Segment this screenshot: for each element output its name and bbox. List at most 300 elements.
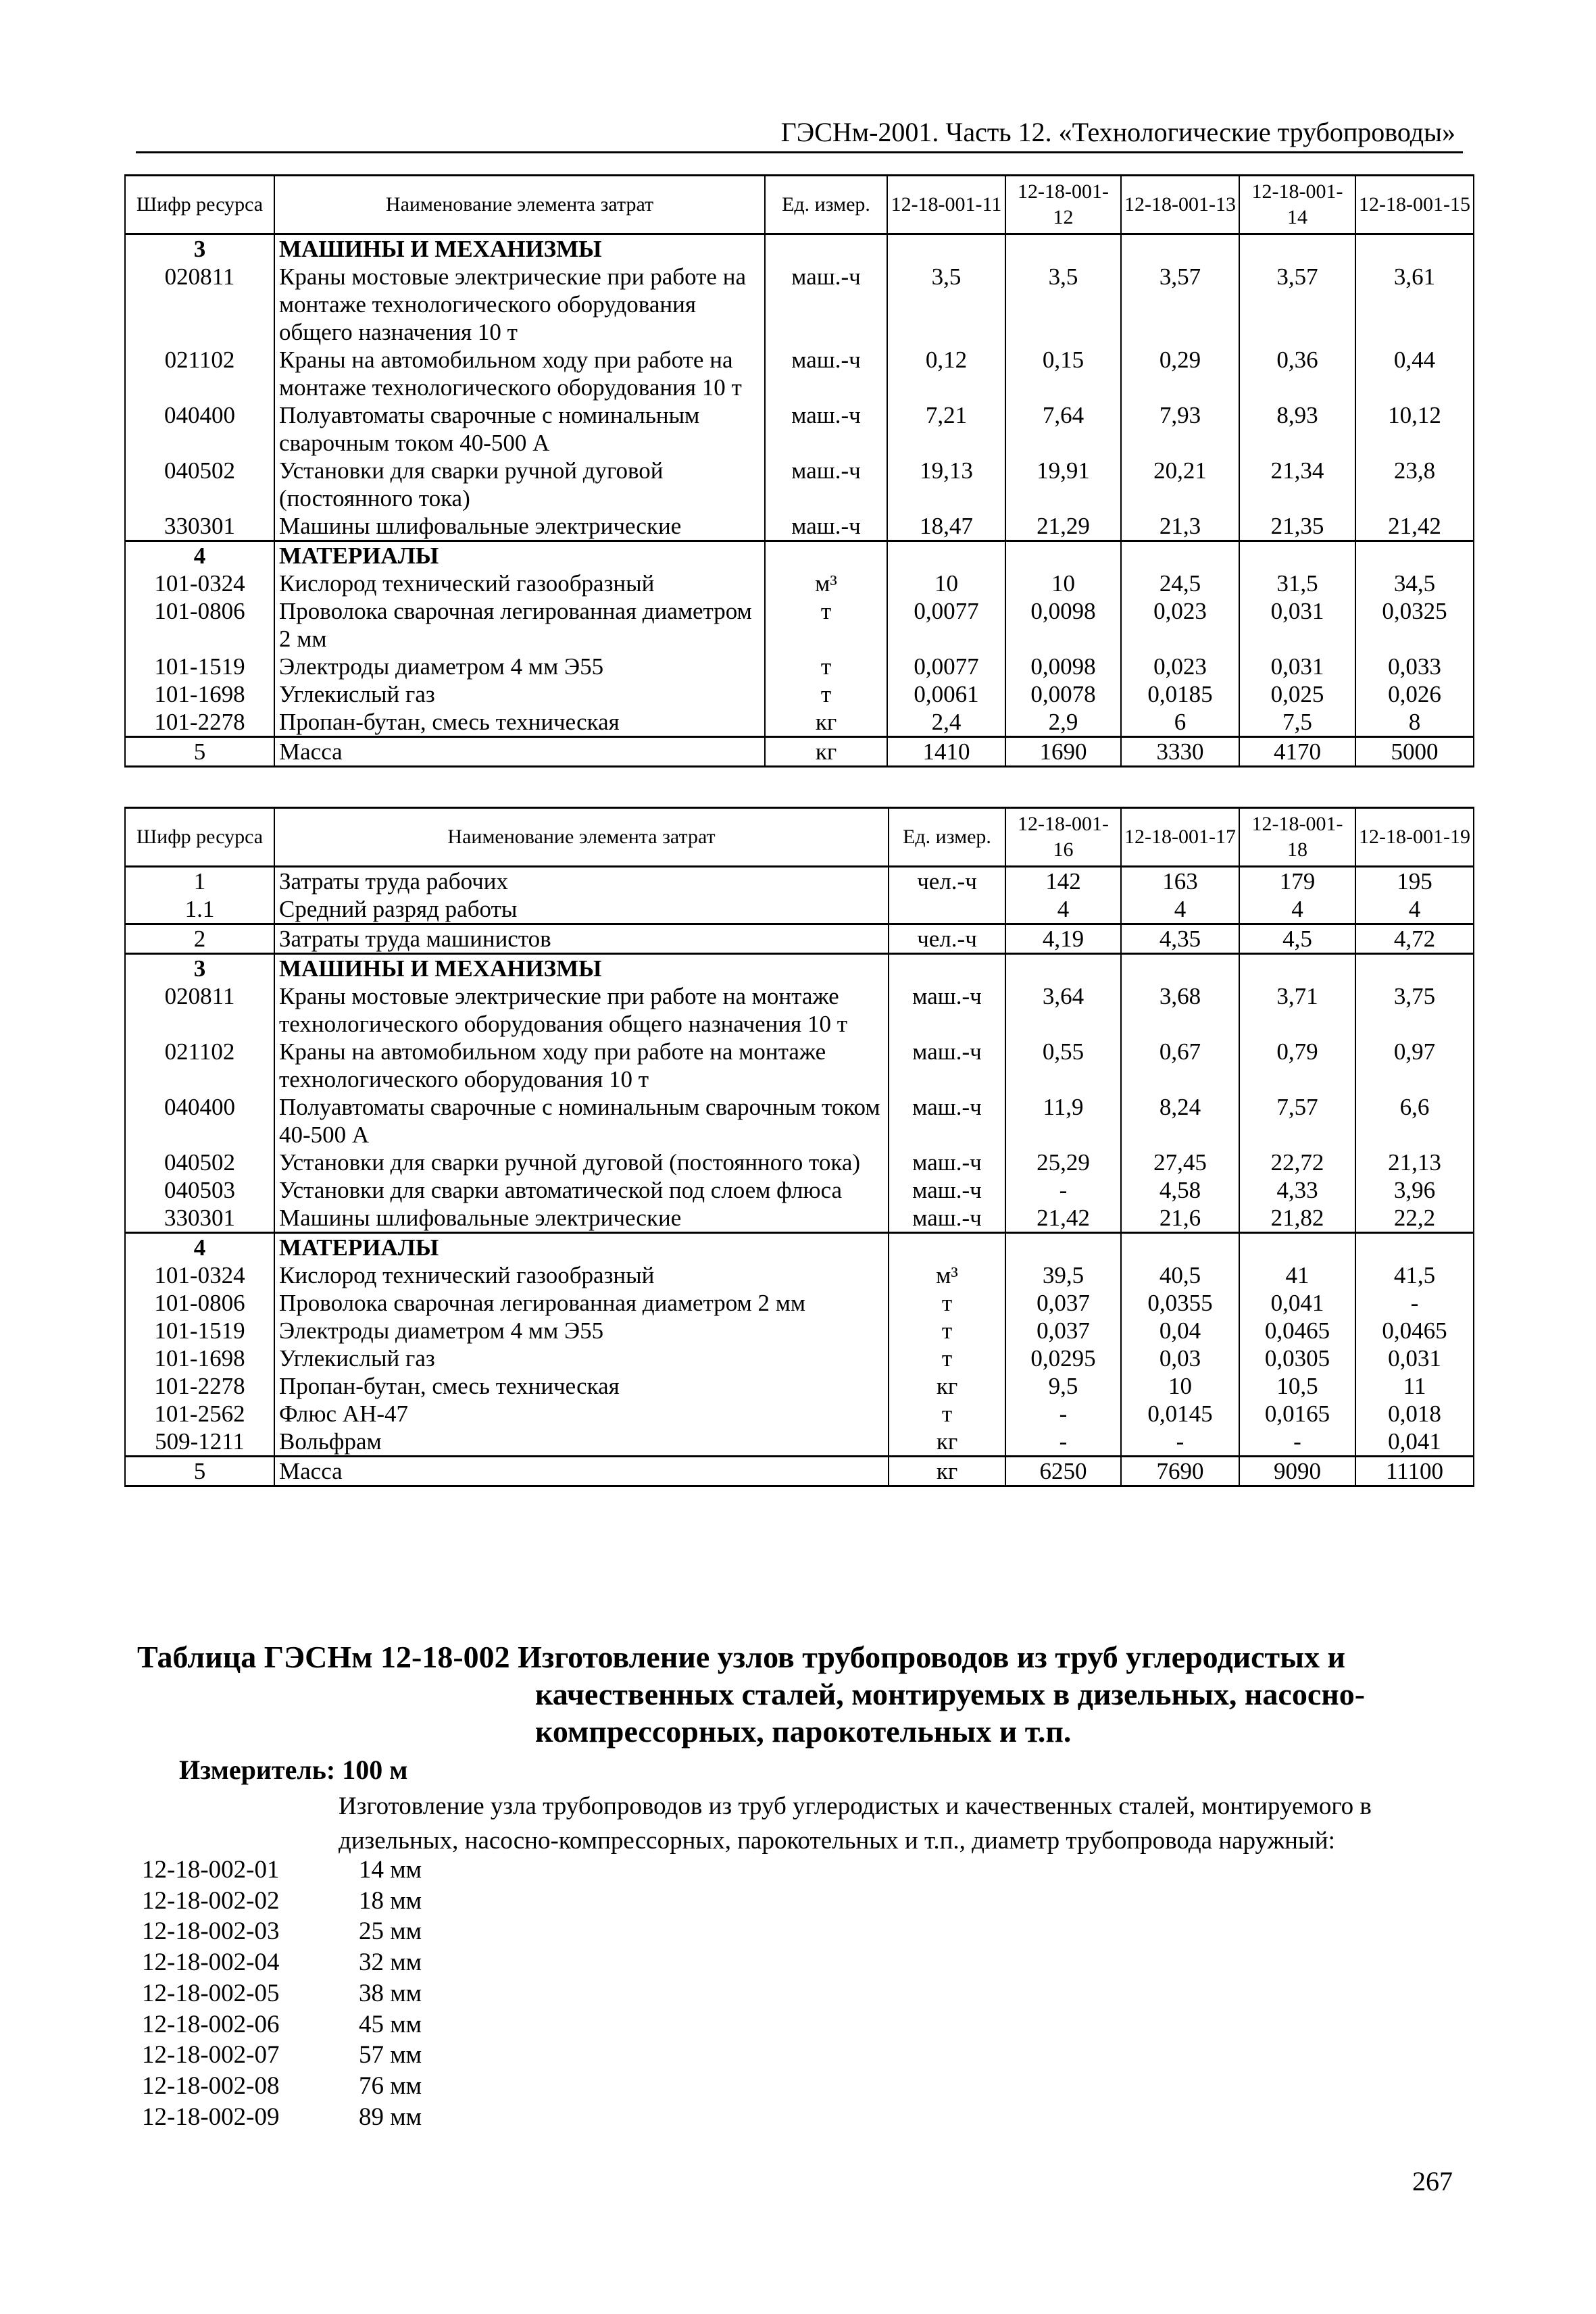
- table-row: [125, 570, 1474, 597]
- resource-code: 040502: [125, 1149, 274, 1176]
- norm-value: 3,61: [1355, 263, 1474, 346]
- norm-value: 10: [1005, 570, 1121, 597]
- unit: маш.-ч: [889, 982, 1005, 1038]
- table-row: [125, 1176, 1474, 1204]
- table-row: [125, 1038, 1474, 1093]
- norm-value: 0,29: [1121, 346, 1239, 401]
- norm-value: 0,0098: [1005, 597, 1121, 653]
- norm-value: 0,04: [1121, 1317, 1239, 1344]
- norm-value: 0,67: [1121, 1038, 1239, 1093]
- norm-value: 11: [1355, 1372, 1474, 1400]
- norm-value: 2,9: [1005, 708, 1121, 737]
- norm-value: 0,12: [887, 346, 1005, 401]
- norm-value: 24,5: [1121, 570, 1239, 597]
- norm-value: 0,0295: [1005, 1344, 1121, 1372]
- norm-value: 3330: [1121, 737, 1239, 767]
- norm-value: 0,97: [1355, 1038, 1474, 1093]
- resource-code: 040503: [125, 1176, 274, 1204]
- norm-value: 4: [1005, 895, 1121, 924]
- column-header: Ед. измер.: [765, 176, 887, 234]
- norm-value: [1355, 541, 1474, 570]
- norm-item: [142, 1916, 422, 1947]
- cost-element-name: Кислород технический газообразный: [274, 1261, 889, 1289]
- table-row: [125, 1457, 1474, 1486]
- norm-code: 12-18-002-04: [142, 1948, 280, 1977]
- norm-value: 10: [887, 570, 1005, 597]
- norm-value: 0,037: [1005, 1289, 1121, 1317]
- cost-element-name: Пропан-бутан, смесь техническая: [274, 708, 765, 737]
- norm-value: -: [1121, 1428, 1239, 1457]
- cost-element-name: Электроды диаметром 4 мм Э55: [274, 653, 765, 680]
- norm-value: [1121, 234, 1239, 263]
- norm-value: 22,2: [1355, 1204, 1474, 1233]
- norm-value: 3,71: [1239, 982, 1355, 1038]
- resource-code: 040400: [125, 401, 274, 457]
- norm-value: 41,5: [1355, 1261, 1474, 1289]
- page-number: 267: [1412, 2166, 1453, 2196]
- table-row: [125, 346, 1474, 401]
- column-header: Шифр ресурса: [125, 176, 274, 234]
- norm-value: 21,82: [1239, 1204, 1355, 1233]
- norm-value: 3,64: [1005, 982, 1121, 1038]
- section-header-row: [125, 1233, 1474, 1262]
- resource-code: 020811: [125, 263, 274, 346]
- header-row: [125, 808, 1474, 867]
- norm-items-list: [142, 1855, 422, 2132]
- table-row: [125, 653, 1474, 680]
- table-row: [125, 1428, 1474, 1457]
- section-header-row: [125, 541, 1474, 570]
- norm-value: 8: [1355, 708, 1474, 737]
- cost-element-name: Затраты труда машинистов: [274, 924, 889, 954]
- norm-code: 12-18-002-02: [142, 1886, 280, 1915]
- norm-value: 20,21: [1121, 457, 1239, 512]
- norm-value: 1410: [887, 737, 1005, 767]
- resource-code: 101-1698: [125, 680, 274, 708]
- norm-item: [142, 1855, 422, 1886]
- norm-value: 10: [1121, 1372, 1239, 1400]
- unit: чел.-ч: [889, 867, 1005, 896]
- cost-element-name: Полуавтоматы сварочные с номинальным сварочным током 40-500 А: [274, 1093, 889, 1149]
- norm-value: 7,64: [1005, 401, 1121, 457]
- norm-value: 7,5: [1239, 708, 1355, 737]
- norm-value: 0,0185: [1121, 680, 1239, 708]
- cost-element-name: МАШИНЫ И МЕХАНИЗМЫ: [274, 954, 889, 983]
- norm-value: 21,42: [1355, 512, 1474, 541]
- unit: [765, 541, 887, 570]
- norm-diameter: 76 мм: [359, 2071, 422, 2100]
- unit: маш.-ч: [765, 263, 887, 346]
- table-section: [125, 924, 1474, 954]
- norm-code: 12-18-002-07: [142, 2041, 280, 2069]
- norm-value: 4,72: [1355, 924, 1474, 954]
- unit: кг: [889, 1372, 1005, 1400]
- resource-code: 1: [125, 867, 274, 896]
- norm-value: [1005, 954, 1121, 983]
- resource-code: 5: [125, 1457, 274, 1486]
- unit: т: [889, 1344, 1005, 1372]
- unit: [889, 954, 1005, 983]
- norm-value: 0,0098: [1005, 653, 1121, 680]
- cost-element-name: МАШИНЫ И МЕХАНИЗМЫ: [274, 234, 765, 263]
- norm-value: 195: [1355, 867, 1474, 896]
- cost-element-name: МАТЕРИАЛЫ: [274, 541, 765, 570]
- norm-diameter: 89 мм: [359, 2103, 422, 2131]
- cost-element-name: Углекислый газ: [274, 680, 765, 708]
- norm-value: 11100: [1355, 1457, 1474, 1486]
- norm-value: 2,4: [887, 708, 1005, 737]
- norm-value: 40,5: [1121, 1261, 1239, 1289]
- table-row: [125, 737, 1474, 767]
- running-head: ГЭСНм-2001. Часть 12. «Технологические трубопроводы»: [780, 117, 1455, 147]
- table-row: [125, 867, 1474, 896]
- unit: кг: [765, 708, 887, 737]
- resource-code: 101-0324: [125, 1261, 274, 1289]
- norm-value: 19,91: [1005, 457, 1121, 512]
- section-header-row: [125, 954, 1474, 983]
- norm-item: [142, 1947, 422, 1978]
- table-row: [125, 1372, 1474, 1400]
- norm-value: 7,93: [1121, 401, 1239, 457]
- norm-value: 21,42: [1005, 1204, 1121, 1233]
- norm-diameter: 45 мм: [359, 2010, 422, 2038]
- norm-value: 21,6: [1121, 1204, 1239, 1233]
- norm-value: [1121, 954, 1239, 983]
- norm-value: 0,03: [1121, 1344, 1239, 1372]
- norm-value: 5000: [1355, 737, 1474, 767]
- norm-value: [1005, 541, 1121, 570]
- table-section: [125, 954, 1474, 1233]
- cost-element-name: Кислород технический газообразный: [274, 570, 765, 597]
- norm-value: 10,12: [1355, 401, 1474, 457]
- norm-value: 4170: [1239, 737, 1355, 767]
- norm-value: 21,3: [1121, 512, 1239, 541]
- norm-value: [1355, 234, 1474, 263]
- unit: т: [889, 1400, 1005, 1428]
- column-header: 12-18-001-17: [1121, 808, 1239, 867]
- norm-value: -: [1355, 1289, 1474, 1317]
- cost-element-name: Вольфрам: [274, 1428, 889, 1457]
- cost-element-name: Краны мостовые электрические при работе на монтаже технологического оборудования общего назначения 10 т: [274, 263, 765, 346]
- norm-value: 0,0305: [1239, 1344, 1355, 1372]
- norm-item: [142, 1978, 422, 2009]
- norm-value: 142: [1005, 867, 1121, 896]
- norm-value: 18,47: [887, 512, 1005, 541]
- norm-value: 8,24: [1121, 1093, 1239, 1149]
- resource-code: 101-2562: [125, 1400, 274, 1428]
- norm-value: [1005, 234, 1121, 263]
- norm-value: 179: [1239, 867, 1355, 896]
- norm-value: 6: [1121, 708, 1239, 737]
- table-section: [125, 867, 1474, 924]
- unit: чел.-ч: [889, 924, 1005, 954]
- column-header: 12-18-001-11: [887, 176, 1005, 234]
- table-row: [125, 924, 1474, 954]
- section-title: [137, 1638, 1462, 1750]
- norm-value: [887, 234, 1005, 263]
- norm-diameter: 25 мм: [359, 1917, 422, 1946]
- norm-value: 0,031: [1239, 653, 1355, 680]
- table-row: [125, 512, 1474, 541]
- norm-value: 0,0077: [887, 653, 1005, 680]
- norm-value: [1355, 1233, 1474, 1262]
- table-row: [125, 708, 1474, 737]
- norm-value: 6250: [1005, 1457, 1121, 1486]
- column-header: 12-18-001-16: [1005, 808, 1121, 867]
- section-title-line-2: качественных сталей, монтируемых в дизельных, насосно-: [535, 1677, 1366, 1711]
- resource-table-1: [124, 174, 1474, 768]
- column-header: Шифр ресурса: [125, 808, 274, 867]
- norm-description: Изготовление узла трубопроводов из труб углеродистых и качественных сталей, монтируемого в дизельных, насосно-компрессорных, парокотельных и т.п., диаметр трубопровода наружный:: [339, 1792, 1372, 1855]
- norm-value: 39,5: [1005, 1261, 1121, 1289]
- table-row: [125, 263, 1474, 346]
- norm-value: 19,13: [887, 457, 1005, 512]
- resource-code: 020811: [125, 982, 274, 1038]
- norm-value: 3,57: [1239, 263, 1355, 346]
- unit: т: [889, 1317, 1005, 1344]
- norm-value: 21,13: [1355, 1149, 1474, 1176]
- resource-code: 101-0324: [125, 570, 274, 597]
- norm-value: 4,58: [1121, 1176, 1239, 1204]
- meter-label: Измеритель: 100 м: [179, 1755, 408, 1785]
- resource-code: 3: [125, 234, 274, 263]
- cost-element-name: Масса: [274, 1457, 889, 1486]
- unit: т: [765, 597, 887, 653]
- norm-code: 12-18-002-06: [142, 2010, 280, 2038]
- norm-value: 0,026: [1355, 680, 1474, 708]
- norm-value: 0,033: [1355, 653, 1474, 680]
- cost-element-name: Краны мостовые электрические при работе на монтаже технологического оборудования общего назначения 10 т: [274, 982, 889, 1038]
- norm-value: -: [1005, 1428, 1121, 1457]
- table-section: [125, 234, 1474, 541]
- norm-diameter: 57 мм: [359, 2041, 422, 2069]
- resource-code: 3: [125, 954, 274, 983]
- norm-value: 11,9: [1005, 1093, 1121, 1149]
- unit: маш.-ч: [765, 457, 887, 512]
- norm-value: 3,5: [1005, 263, 1121, 346]
- norm-code: 12-18-002-03: [142, 1917, 280, 1946]
- unit: маш.-ч: [889, 1093, 1005, 1149]
- norm-value: 0,79: [1239, 1038, 1355, 1093]
- norm-value: 7690: [1121, 1457, 1239, 1486]
- norm-value: [1239, 1233, 1355, 1262]
- norm-value: 3,68: [1121, 982, 1239, 1038]
- resource-code: 2: [125, 924, 274, 954]
- table-row: [125, 1344, 1474, 1372]
- table-row: [125, 982, 1474, 1038]
- resource-code: 101-1519: [125, 653, 274, 680]
- resource-code: 101-0806: [125, 597, 274, 653]
- norm-value: [1121, 541, 1239, 570]
- column-header: 12-18-001-15: [1355, 176, 1474, 234]
- norm-value: 0,36: [1239, 346, 1355, 401]
- norm-value: 25,29: [1005, 1149, 1121, 1176]
- resource-code: 330301: [125, 1204, 274, 1233]
- norm-value: 0,041: [1239, 1289, 1355, 1317]
- norm-value: 21,34: [1239, 457, 1355, 512]
- column-header: 12-18-001-19: [1355, 808, 1474, 867]
- norm-value: 4: [1121, 895, 1239, 924]
- cost-element-name: Краны на автомобильном ходу при работе на монтаже технологического оборудования 10 т: [274, 1038, 889, 1093]
- norm-value: 6,6: [1355, 1093, 1474, 1149]
- norm-value: 27,45: [1121, 1149, 1239, 1176]
- norm-diameter: 32 мм: [359, 1948, 422, 1977]
- norm-diameter: 18 мм: [359, 1886, 422, 1915]
- table-row: [125, 1204, 1474, 1233]
- column-header: 12-18-001-14: [1239, 176, 1355, 234]
- norm-value: 0,031: [1355, 1344, 1474, 1372]
- column-header: Ед. измер.: [889, 808, 1005, 867]
- norm-value: 21,29: [1005, 512, 1121, 541]
- norm-value: 0,025: [1239, 680, 1355, 708]
- header-row: [125, 176, 1474, 234]
- norm-value: 1690: [1005, 737, 1121, 767]
- section-title-line-1: Таблица ГЭСНм 12-18-002 Изготовление узлов трубопроводов из труб углеродистых и: [137, 1640, 1346, 1674]
- table-section: [125, 1233, 1474, 1457]
- norm-value: [1239, 541, 1355, 570]
- resource-code: 4: [125, 1233, 274, 1262]
- section-header-row: [125, 234, 1474, 263]
- cost-element-name: Пропан-бутан, смесь техническая: [274, 1372, 889, 1400]
- cost-element-name: Флюс АН-47: [274, 1400, 889, 1428]
- cost-element-name: Средний разряд работы: [274, 895, 889, 924]
- table-row: [125, 1093, 1474, 1149]
- unit: маш.-ч: [889, 1176, 1005, 1204]
- norm-value: 4,19: [1005, 924, 1121, 954]
- resource-code: 1.1: [125, 895, 274, 924]
- norm-value: [1121, 1233, 1239, 1262]
- resource-code: 4: [125, 541, 274, 570]
- norm-value: 34,5: [1355, 570, 1474, 597]
- norm-code: 12-18-002-05: [142, 1979, 280, 2007]
- table-section: [125, 541, 1474, 737]
- unit: маш.-ч: [765, 346, 887, 401]
- norm-value: 163: [1121, 867, 1239, 896]
- cost-element-name: Полуавтоматы сварочные с номинальным сварочным током 40-500 А: [274, 401, 765, 457]
- table-row: [125, 680, 1474, 708]
- table-row: [125, 1400, 1474, 1428]
- cost-element-name: Краны на автомобильном ходу при работе на монтаже технологического оборудования 10 т: [274, 346, 765, 401]
- norm-item: [142, 1886, 422, 1917]
- norm-value: 0,0325: [1355, 597, 1474, 653]
- unit: маш.-ч: [889, 1038, 1005, 1093]
- resource-table-2: [124, 807, 1474, 1487]
- norm-item: [142, 2009, 422, 2040]
- norm-value: 9090: [1239, 1457, 1355, 1486]
- unit: кг: [765, 737, 887, 767]
- norm-value: 8,93: [1239, 401, 1355, 457]
- cost-element-name: Машины шлифовальные электрические: [274, 512, 765, 541]
- resource-code: 021102: [125, 346, 274, 401]
- unit: м³: [889, 1261, 1005, 1289]
- norm-value: 0,0077: [887, 597, 1005, 653]
- norm-value: 3,57: [1121, 263, 1239, 346]
- column-header: 12-18-001-18: [1239, 808, 1355, 867]
- cost-element-name: Проволока сварочная легированная диаметром 2 мм: [274, 597, 765, 653]
- column-header: Наименование элемента затрат: [274, 808, 889, 867]
- norm-value: 0,041: [1355, 1428, 1474, 1457]
- table-row: [125, 597, 1474, 653]
- table-row: [125, 1289, 1474, 1317]
- norm-value: 4,33: [1239, 1176, 1355, 1204]
- resource-code: 330301: [125, 512, 274, 541]
- norm-value: -: [1005, 1400, 1121, 1428]
- norm-value: [1239, 234, 1355, 263]
- norm-code: 12-18-002-09: [142, 2103, 280, 2131]
- section-title-line-3: компрессорных, парокотельных и т.п.: [535, 1714, 1072, 1749]
- table-row: [125, 457, 1474, 512]
- norm-value: 7,21: [887, 401, 1005, 457]
- unit: т: [889, 1289, 1005, 1317]
- norm-value: 10,5: [1239, 1372, 1355, 1400]
- norm-value: 0,0165: [1239, 1400, 1355, 1428]
- norm-value: 0,023: [1121, 597, 1239, 653]
- column-header: 12-18-001-12: [1005, 176, 1121, 234]
- norm-value: 41: [1239, 1261, 1355, 1289]
- table-row: [125, 401, 1474, 457]
- cost-element-name: Машины шлифовальные электрические: [274, 1204, 889, 1233]
- unit: т: [765, 680, 887, 708]
- norm-value: 4: [1239, 895, 1355, 924]
- norm-value: 0,0355: [1121, 1289, 1239, 1317]
- norm-value: 0,44: [1355, 346, 1474, 401]
- norm-value: 7,57: [1239, 1093, 1355, 1149]
- norm-item: [142, 2102, 422, 2133]
- norm-value: 0,0465: [1239, 1317, 1355, 1344]
- cost-element-name: Установки для сварки ручной дуговой (постоянного тока): [274, 457, 765, 512]
- norm-value: 0,031: [1239, 597, 1355, 653]
- column-header: Наименование элемента затрат: [274, 176, 765, 234]
- norm-value: 0,0078: [1005, 680, 1121, 708]
- table-row: [125, 1317, 1474, 1344]
- norm-item: [142, 2040, 422, 2071]
- unit: [889, 1233, 1005, 1262]
- table-row: [125, 1149, 1474, 1176]
- norm-value: 23,8: [1355, 457, 1474, 512]
- norm-value: 3,75: [1355, 982, 1474, 1038]
- norm-value: 0,55: [1005, 1038, 1121, 1093]
- norm-value: -: [1239, 1428, 1355, 1457]
- unit: [765, 234, 887, 263]
- norm-value: 22,72: [1239, 1149, 1355, 1176]
- norm-value: 9,5: [1005, 1372, 1121, 1400]
- resource-code: 101-1698: [125, 1344, 274, 1372]
- norm-value: 0,037: [1005, 1317, 1121, 1344]
- resource-code: 101-2278: [125, 708, 274, 737]
- norm-value: [1355, 954, 1474, 983]
- resource-code: 101-1519: [125, 1317, 274, 1344]
- norm-value: 0,0145: [1121, 1400, 1239, 1428]
- resource-code: 101-2278: [125, 1372, 274, 1400]
- norm-value: 31,5: [1239, 570, 1355, 597]
- norm-value: 4,5: [1239, 924, 1355, 954]
- cost-element-name: Затраты труда рабочих: [274, 867, 889, 896]
- resource-code: 509-1211: [125, 1428, 274, 1457]
- table-row: [125, 1261, 1474, 1289]
- norm-value: 4,35: [1121, 924, 1239, 954]
- cost-element-name: Масса: [274, 737, 765, 767]
- unit: маш.-ч: [765, 512, 887, 541]
- resource-code: 040502: [125, 457, 274, 512]
- norm-diameter: 38 мм: [359, 1979, 422, 2007]
- norm-value: 3,5: [887, 263, 1005, 346]
- norm-value: [1005, 1233, 1121, 1262]
- table-section: [125, 737, 1474, 767]
- cost-element-name: Углекислый газ: [274, 1344, 889, 1372]
- resource-code: 101-0806: [125, 1289, 274, 1317]
- norm-code: 12-18-002-01: [142, 1856, 280, 1884]
- cost-element-name: МАТЕРИАЛЫ: [274, 1233, 889, 1262]
